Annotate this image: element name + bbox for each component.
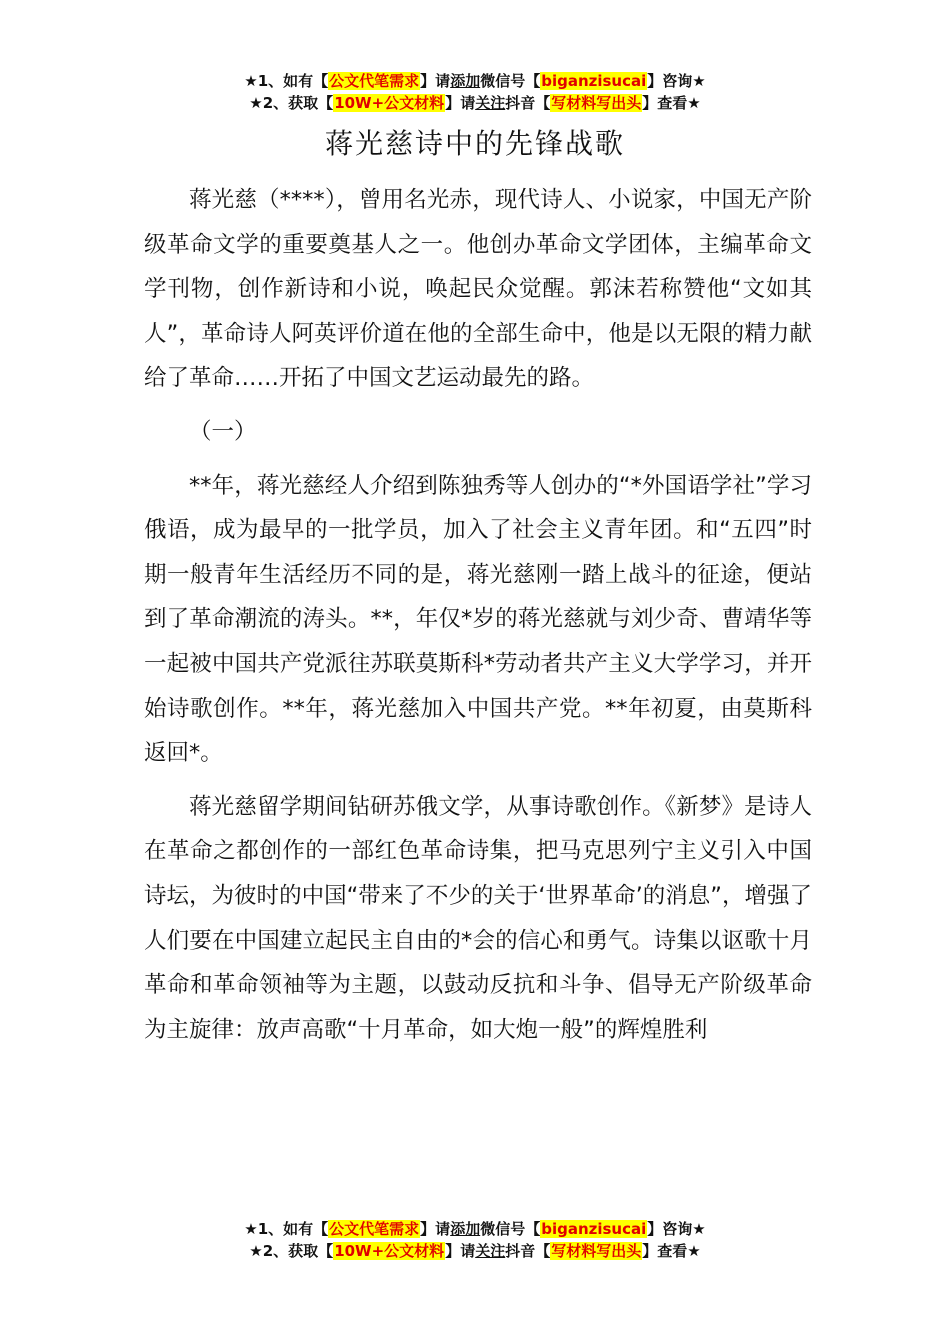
highlight-douyin: 写材料写出头 <box>551 94 642 112</box>
highlight-wechat-id: biganzisucai <box>541 1220 647 1238</box>
highlight-materials: 10W+公文材料 <box>334 94 445 112</box>
highlight-douyin: 写材料写出头 <box>551 1242 642 1260</box>
highlight-service: 公文代笔需求 <box>329 72 420 90</box>
promo-line-1: ★1、如有【公文代笔需求】请添加微信号【biganzisucai】咨询★ <box>244 1220 706 1238</box>
header-promo-banner <box>0 70 950 114</box>
highlight-materials: 10W+公文材料 <box>334 1242 445 1260</box>
paragraph-intro: 蒋光慈（****），曾用名光赤，现代诗人、小说家，中国无产阶级革命文学的重要奠基人之一。他创办革命文学团体，主编革命文学刊物，创作新诗和小说，唤起民众觉醒。郭沫若称赞他“文如其人”，革命诗人阿英评价道在他的全部生命中，他是以无限的精力献给了革命……开拓了中国文艺运动最先的路。 <box>144 187 812 392</box>
promo-line-2: ★2、获取【10W+公文材料】请关注抖音【写材料写出头】查看★ <box>249 94 701 112</box>
highlight-wechat-id: biganzisucai <box>541 72 647 90</box>
promo-line-2: ★2、获取【10W+公文材料】请关注抖音【写材料写出头】查看★ <box>249 1242 701 1260</box>
document-body <box>144 178 812 1061</box>
highlight-service: 公文代笔需求 <box>329 1220 420 1238</box>
section-heading: （一） <box>189 418 257 445</box>
promo-line-1: ★1、如有【公文代笔需求】请添加微信号【biganzisucai】咨询★ <box>244 72 706 90</box>
document-title: 蒋光慈诗中的先锋战歌 <box>324 127 625 160</box>
footer-promo-banner <box>0 1218 950 1262</box>
paragraph-new-dream: 蒋光慈留学期间钻研苏俄文学，从事诗歌创作。《新梦》是诗人在革命之都创作的一部红色革命诗集，把马克思列宁主义引入中国诗坛，为彼时的中国“带来了不少的关于‘世界革命’的消息”，增强了人们要在中国建立起民主自由的*会的信心和勇气。诗集以讴歌十月革命和革命领袖等为主题，以鼓动反抗和斗争、倡导无产阶级革命为主旋律：放声高歌“十月革命，如大炮一般”的辉煌胜利 <box>144 793 812 1043</box>
paragraph-biography: **年，蒋光慈经人介绍到陈独秀等人创办的“*外国语学社”学习俄语，成为最早的一批学员，加入了社会主义青年团。和“五四”时期一般青年生活经历不同的是，蒋光慈刚一踏上战斗的征途，便站到了革命潮流的涛头。**，年仅*岁的蒋光慈就与刘少奇、曹靖华等一起被中国共产党派往苏联莫斯科*劳动者共产主义大学学习，并开始诗歌创作。**年，蒋光慈加入中国共产党。**年初夏，由莫斯科返回*。 <box>144 472 812 767</box>
